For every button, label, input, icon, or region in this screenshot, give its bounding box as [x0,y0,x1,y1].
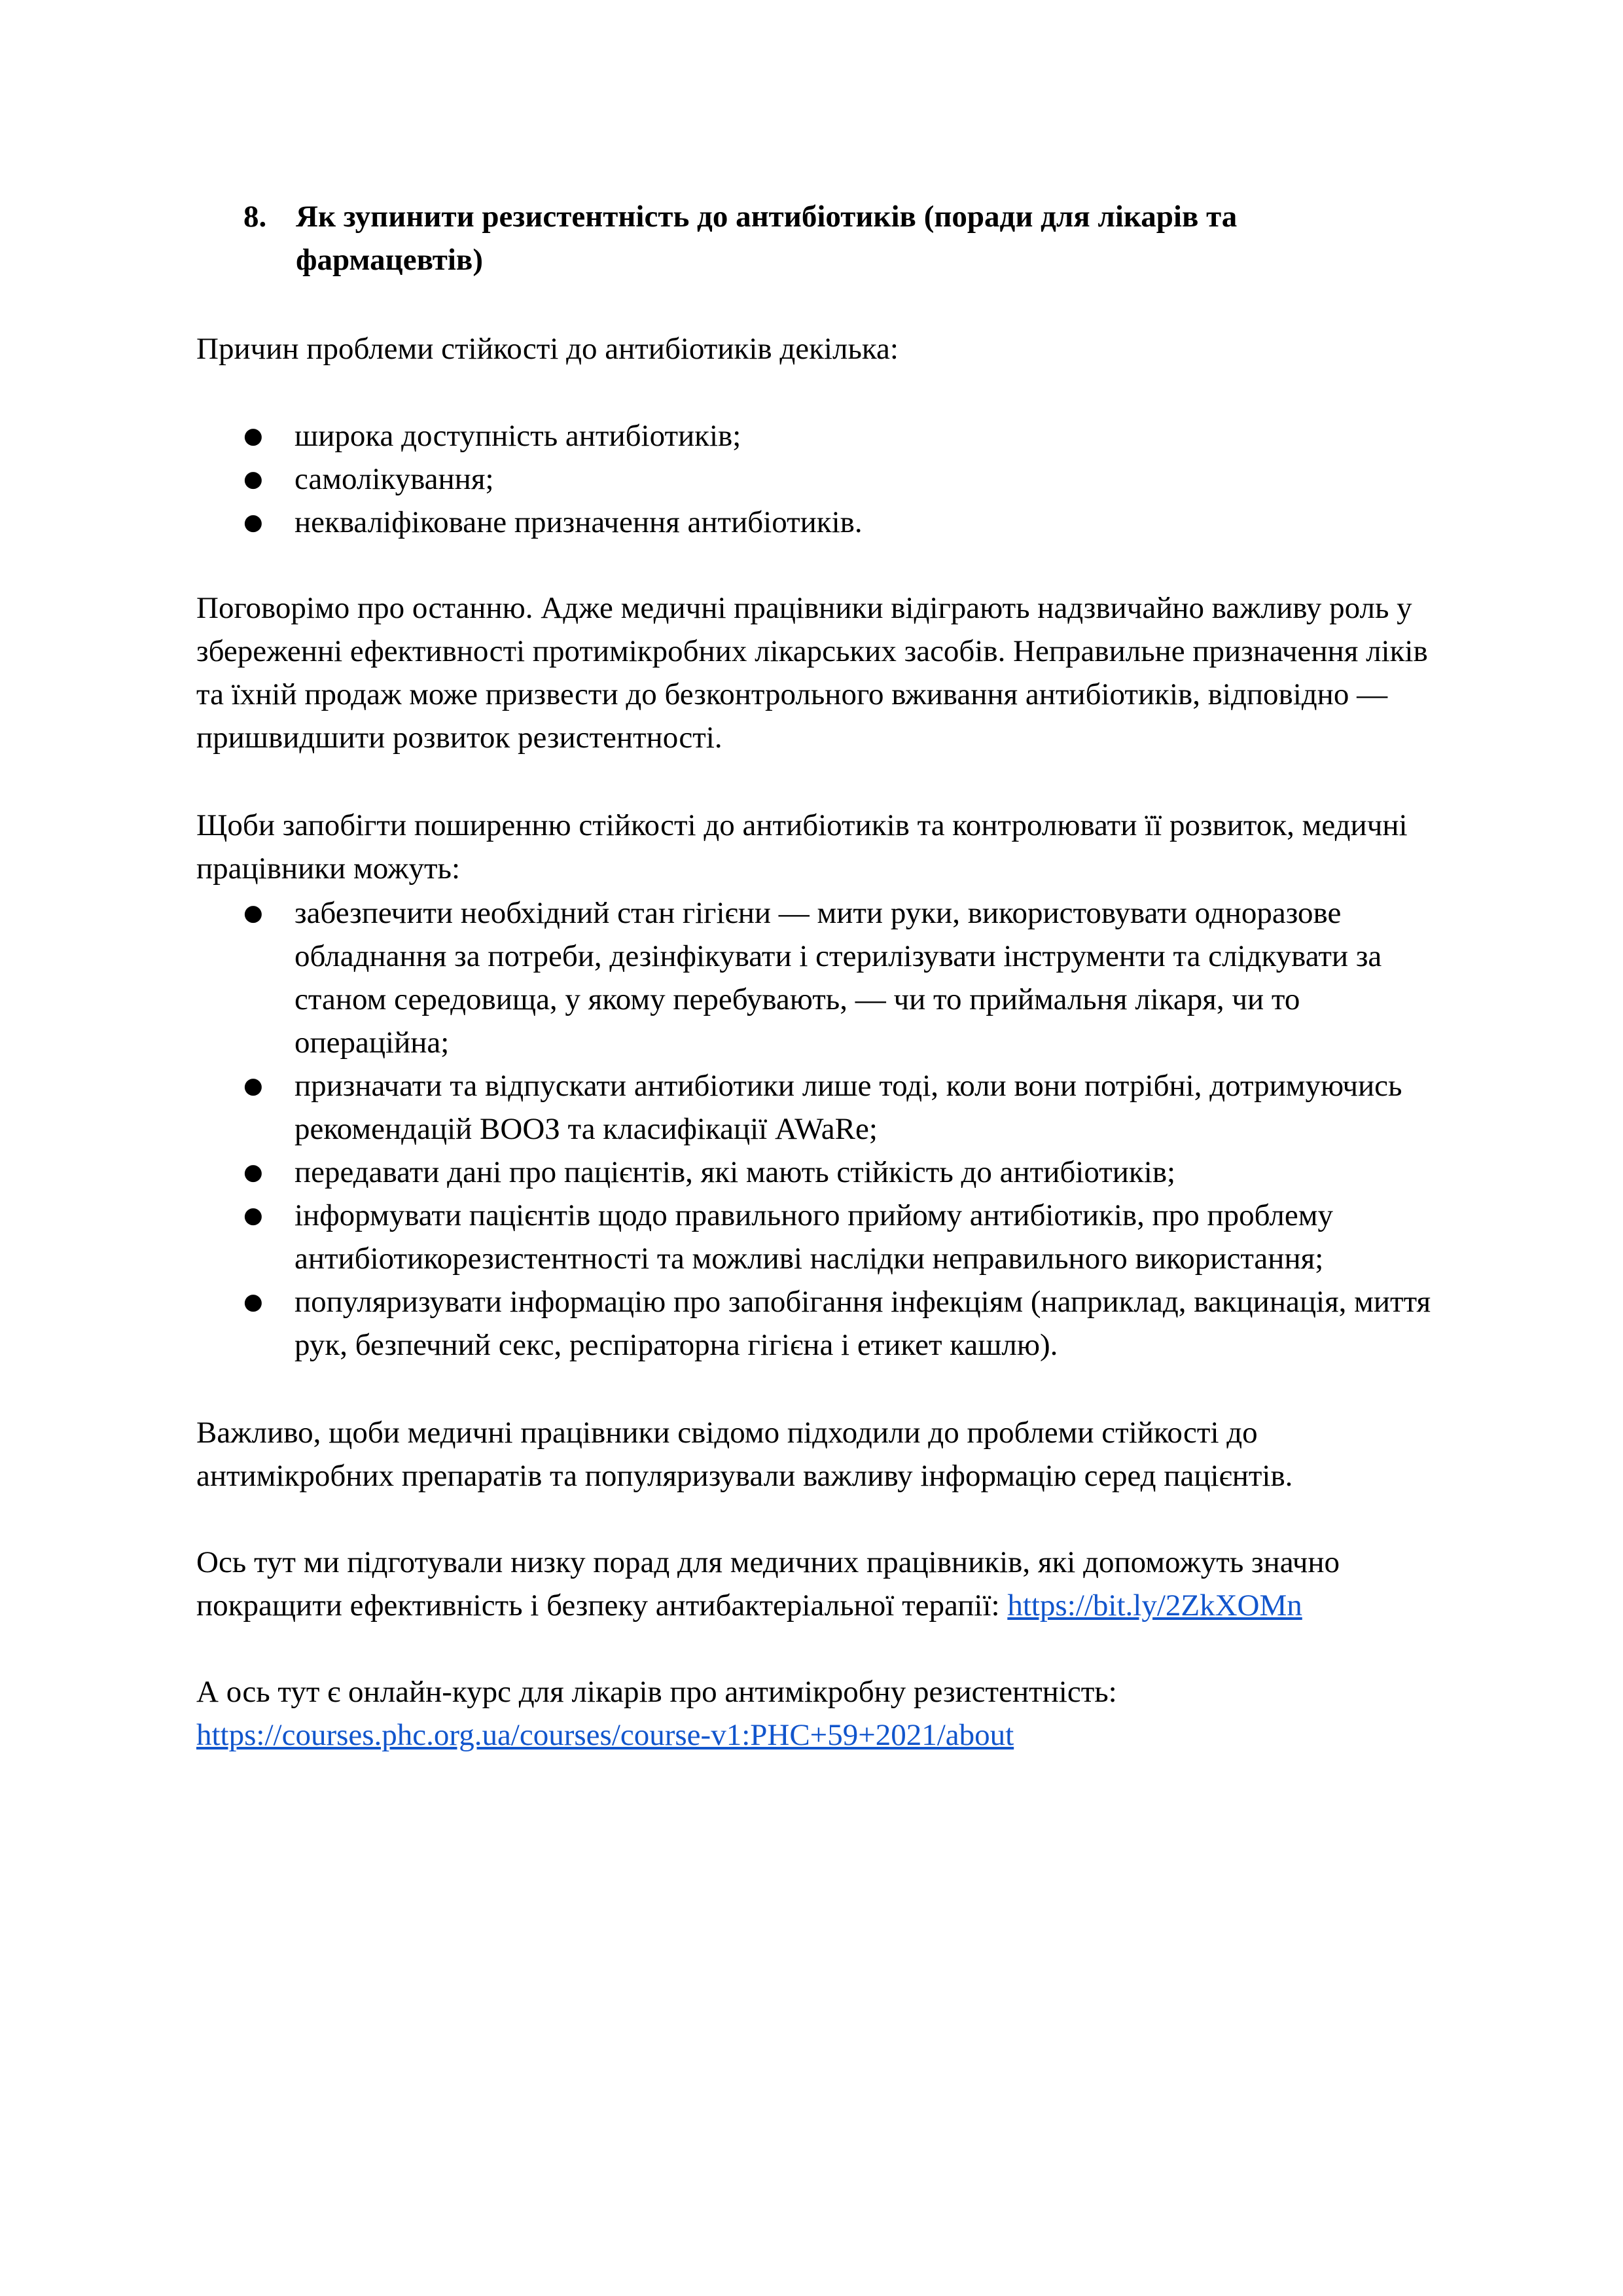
course-link[interactable]: https://courses.phc.org.ua/courses/course-v1:PHC+59+2021/about [196,1718,1014,1752]
bullet-icon: ● [243,1073,263,1099]
course-paragraph [196,1670,1440,1757]
list-item [0,891,1440,1064]
actions-list [0,891,1440,1367]
list-item-text: передавати дані про пацієнтів, які мають стійкість до антибіотиків; [294,1155,1176,1189]
important-paragraph: Важливо, щоби медичні працівники свідомо підходили до проблеми стійкості до антимікробних препаратів та популяризували важливу інформацію серед пацієнтів. [196,1416,1293,1493]
bullet-icon: ● [243,423,263,449]
list-item [0,457,1440,501]
heading-text: Як зупинити резистентність до антибіотиків (поради для лікарів та фармацевтів) [296,200,1238,277]
list-item-text: некваліфіковане призначення антибіотиків. [294,505,863,539]
tips-link[interactable]: https://bit.ly/2ZkXOMn [1007,1588,1302,1623]
bullet-icon: ● [243,900,263,926]
list-item [0,1151,1440,1194]
bullet-icon: ● [243,1159,263,1185]
list-item-text: призначати та відпускати антибіотики лише тоді, коли вони потрібні, дотримуючись рекомендацій ВООЗ та класифікації AWaRe; [294,1069,1402,1146]
tips-paragraph [196,1541,1440,1627]
causes-list [0,414,1440,544]
list-item-text: широка доступність антибіотиків; [294,419,741,453]
list-item [0,1280,1440,1367]
bullet-icon: ● [243,466,263,492]
list-item [0,414,1440,457]
list-item-text: самолікування; [294,462,494,496]
list-item-text: забезпечити необхідний стан гігієни — мити руки, використовувати одноразове обладнання за потреби, дезінфікувати і стерилізувати інструменти та слідкувати за станом середовища, у якому перебувають, — чи то приймальня лікаря, чи то операційна; [294,896,1382,1060]
list-item [0,1194,1440,1280]
list-item-text: інформувати пацієнтів щодо правильного прийому антибіотиків, про проблему антибіотикорезистентності та можливі наслідки неправильного використання; [294,1198,1333,1276]
intro-paragraph: Причин проблеми стійкості до антибіотиків декілька: [196,332,899,366]
bullet-icon: ● [243,1289,263,1315]
tips-text: Ось тут ми підготували низку порад для медичних працівників, які допоможуть значно покращити ефективність і безпеку антибактеріальної терапії: [196,1545,1340,1623]
bullet-icon: ● [243,1202,263,1229]
heading-number: 8. [243,200,267,234]
list-item-text: популяризувати інформацію про запобігання інфекціям (наприклад, вакцинація, миття рук, безпечний секс, респіраторна гігієна і етикет кашлю). [294,1285,1431,1362]
list-item [0,1064,1440,1151]
list-item [0,501,1440,544]
can-do-paragraph: Щоби запобігти поширенню стійкості до антибіотиків та контролювати її розвиток, медичні працівники можуть: [196,808,1408,886]
bullet-icon: ● [243,509,263,535]
role-paragraph: Поговорімо про останню. Адже медичні працівники відіграють надзвичайно важливу роль у збереженні ефективності протимікробних лікарських засобів. Неправильне призначення ліків та їхній продаж може призвести до безконтрольного вживання антибіотиків, відповідно — пришвидшити розвиток резистентності. [196,591,1428,755]
course-text: А ось тут є онлайн-курс для лікарів про антимікробну резистентність: [196,1675,1117,1709]
